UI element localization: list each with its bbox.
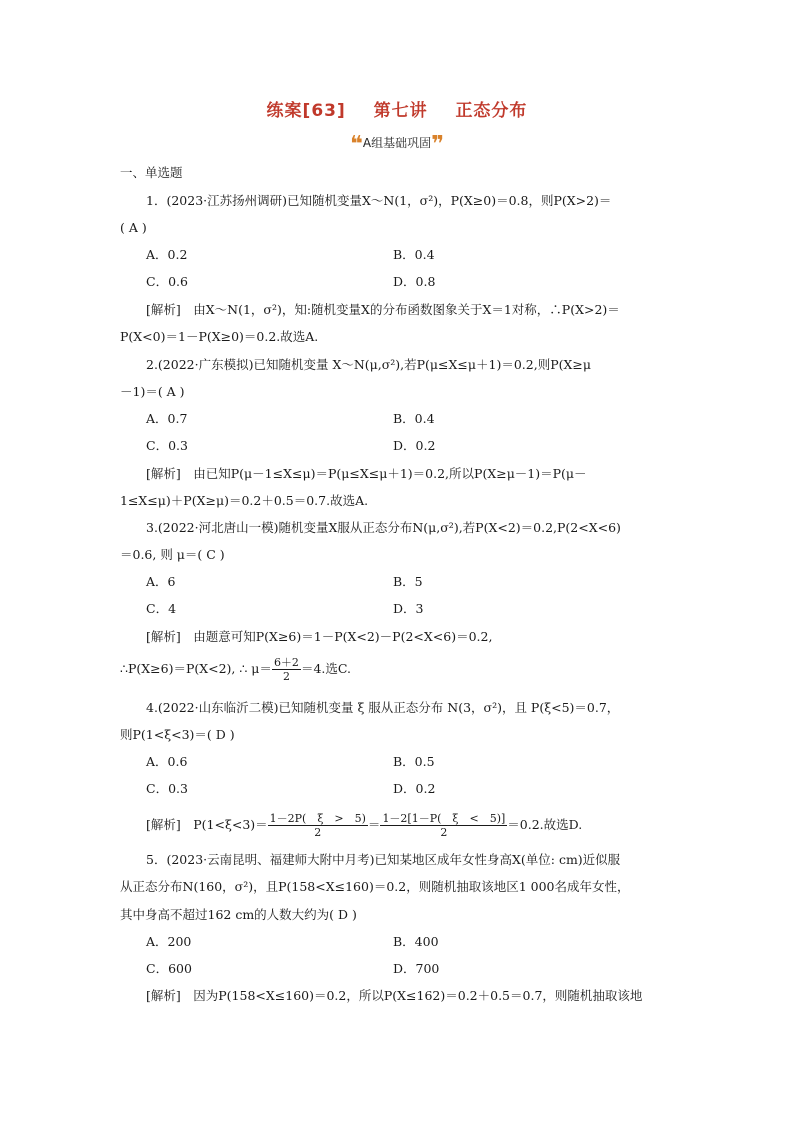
q3-option-a: A．6	[146, 574, 176, 589]
q2-option-c: C．0.3	[146, 438, 188, 453]
q1-stem-line2: ( A )	[120, 220, 147, 235]
q3-analysis-line2	[120, 656, 680, 683]
q3-stem-line2: ＝0.6, 则 μ＝( C )	[120, 547, 225, 562]
q2-stem-line2: －1)＝( A )	[120, 384, 185, 399]
q4-option-b: B．0.5	[393, 754, 435, 769]
q2-option-a: A．0.7	[146, 411, 188, 426]
q4-fraction-1-denominator: 2	[314, 826, 322, 839]
q3-analysis-result: ＝4.选C.	[300, 661, 351, 676]
q5-stem-line1: 5．(2023·云南昆明、福建师大附中月考)已知某地区成年女性身高X(单位: cm)近似服	[146, 852, 621, 867]
q5-option-a: A．200	[146, 934, 192, 949]
q4-option-a: A．0.6	[146, 754, 188, 769]
q3-option-d: D．3	[393, 601, 424, 616]
q1-option-d: D．0.8	[393, 274, 436, 289]
q2-option-d: D．0.2	[393, 438, 436, 453]
q1-option-b: B．0.4	[393, 247, 435, 262]
q4-stem-line1: 4.(2022·山东临沂二模)已知随机变量 ξ 服从正态分布 N(3，σ²)，且 P(ξ<5)＝0.7，	[146, 700, 620, 715]
title-topic: 正态分布	[455, 101, 528, 121]
q4-analysis-text: [解析] P(1<ξ<3)＝	[146, 817, 268, 832]
page-title	[0, 96, 794, 121]
q5-option-b: B．400	[393, 934, 439, 949]
q3-fraction-denominator: 2	[282, 670, 290, 683]
q1-analysis-line2: P(X<0)＝1－P(X≥0)＝0.2.故选A.	[120, 329, 319, 344]
q2-analysis-line2: 1≤X≤μ)＋P(X≥μ)＝0.2＋0.5＝0.7.故选A.	[120, 493, 369, 508]
q3-analysis-line1: [解析] 由题意可知P(X≥6)＝1－P(X<2)－P(2<X<6)＝0.2,	[146, 629, 493, 644]
q3-analysis-text: ∴P(X≥6)＝P(X<2), ∴ μ＝	[120, 661, 272, 676]
q5-stem-line3: 其中身高不超过162 cm的人数大约为( D )	[120, 907, 357, 922]
q3-option-c: C．4	[146, 601, 177, 616]
q4-fraction-2	[380, 812, 507, 839]
q4-stem-line2: 则P(1<ξ<3)＝( D )	[120, 727, 235, 742]
q3-fraction-numerator: 6＋2	[273, 656, 299, 669]
q5-option-c: C．600	[146, 961, 192, 976]
q4-fraction-2-denominator: 2	[440, 826, 448, 839]
q3-option-b: B．5	[393, 574, 423, 589]
q4-analysis-result: ＝0.2.故选D.	[507, 817, 583, 832]
section-heading: 一、单选题	[120, 165, 183, 180]
title-exercise-number: 练案[63]	[266, 101, 346, 121]
q4-option-d: D．0.2	[393, 781, 436, 796]
q3-stem-line1: 3.(2022·河北唐山一模)随机变量X服从正态分布N(μ,σ²),若P(X<2)＝0.2,P(2<X<6)	[146, 520, 621, 535]
q2-analysis-line1: [解析] 由已知P(μ－1≤X≤μ)＝P(μ≤X≤μ＋1)＝0.2,所以P(X≥μ－1)＝P(μ－	[146, 466, 587, 481]
q3-fraction	[272, 656, 301, 683]
q5-option-d: D．700	[393, 961, 440, 976]
group-label: A组基础巩固	[362, 136, 432, 150]
q1-option-a: A．0.2	[146, 247, 188, 262]
q4-option-c: C．0.3	[146, 781, 188, 796]
q4-analysis-line	[146, 812, 706, 839]
q1-analysis-line1: [解析] 由X～N(1，σ²)，知:随机变量X的分布函数图象关于X＝1对称，∴P(X>2)＝	[146, 302, 620, 317]
q5-stem-line2: 从正态分布N(160，σ²)，且P(158<X≤160)＝0.2，则随机抽取该地区1 000名成年女性，	[120, 879, 630, 894]
q2-stem-line1: 2.(2022·广东模拟)已知随机变量 X～N(μ,σ²),若P(μ≤X≤μ＋1)＝0.2,则P(X≥μ	[146, 357, 591, 372]
q1-stem-line1: 1．(2023·江苏扬州调研)已知随机变量X～N(1，σ²)，P(X≥0)＝0.8，则P(X>2)＝	[146, 193, 612, 208]
q4-fraction-1-numerator: 1－2P( ξ > 5)	[269, 812, 366, 825]
group-banner	[0, 132, 794, 157]
q4-equals: ＝	[367, 817, 381, 832]
q5-analysis-line1: [解析] 因为P(158<X≤160)＝0.2，所以P(X≤162)＝0.2＋0.5＝0.7，则随机抽取该地	[146, 988, 643, 1003]
open-quote-icon: ❝	[349, 132, 363, 157]
close-quote-icon: ❞	[431, 132, 445, 157]
q2-option-b: B．0.4	[393, 411, 435, 426]
title-lecture: 第七讲	[373, 101, 428, 121]
q4-fraction-2-numerator: 1－2[1－P( ξ < 5)]	[382, 812, 506, 825]
q1-option-c: C．0.6	[146, 274, 188, 289]
q4-fraction-1	[268, 812, 368, 839]
